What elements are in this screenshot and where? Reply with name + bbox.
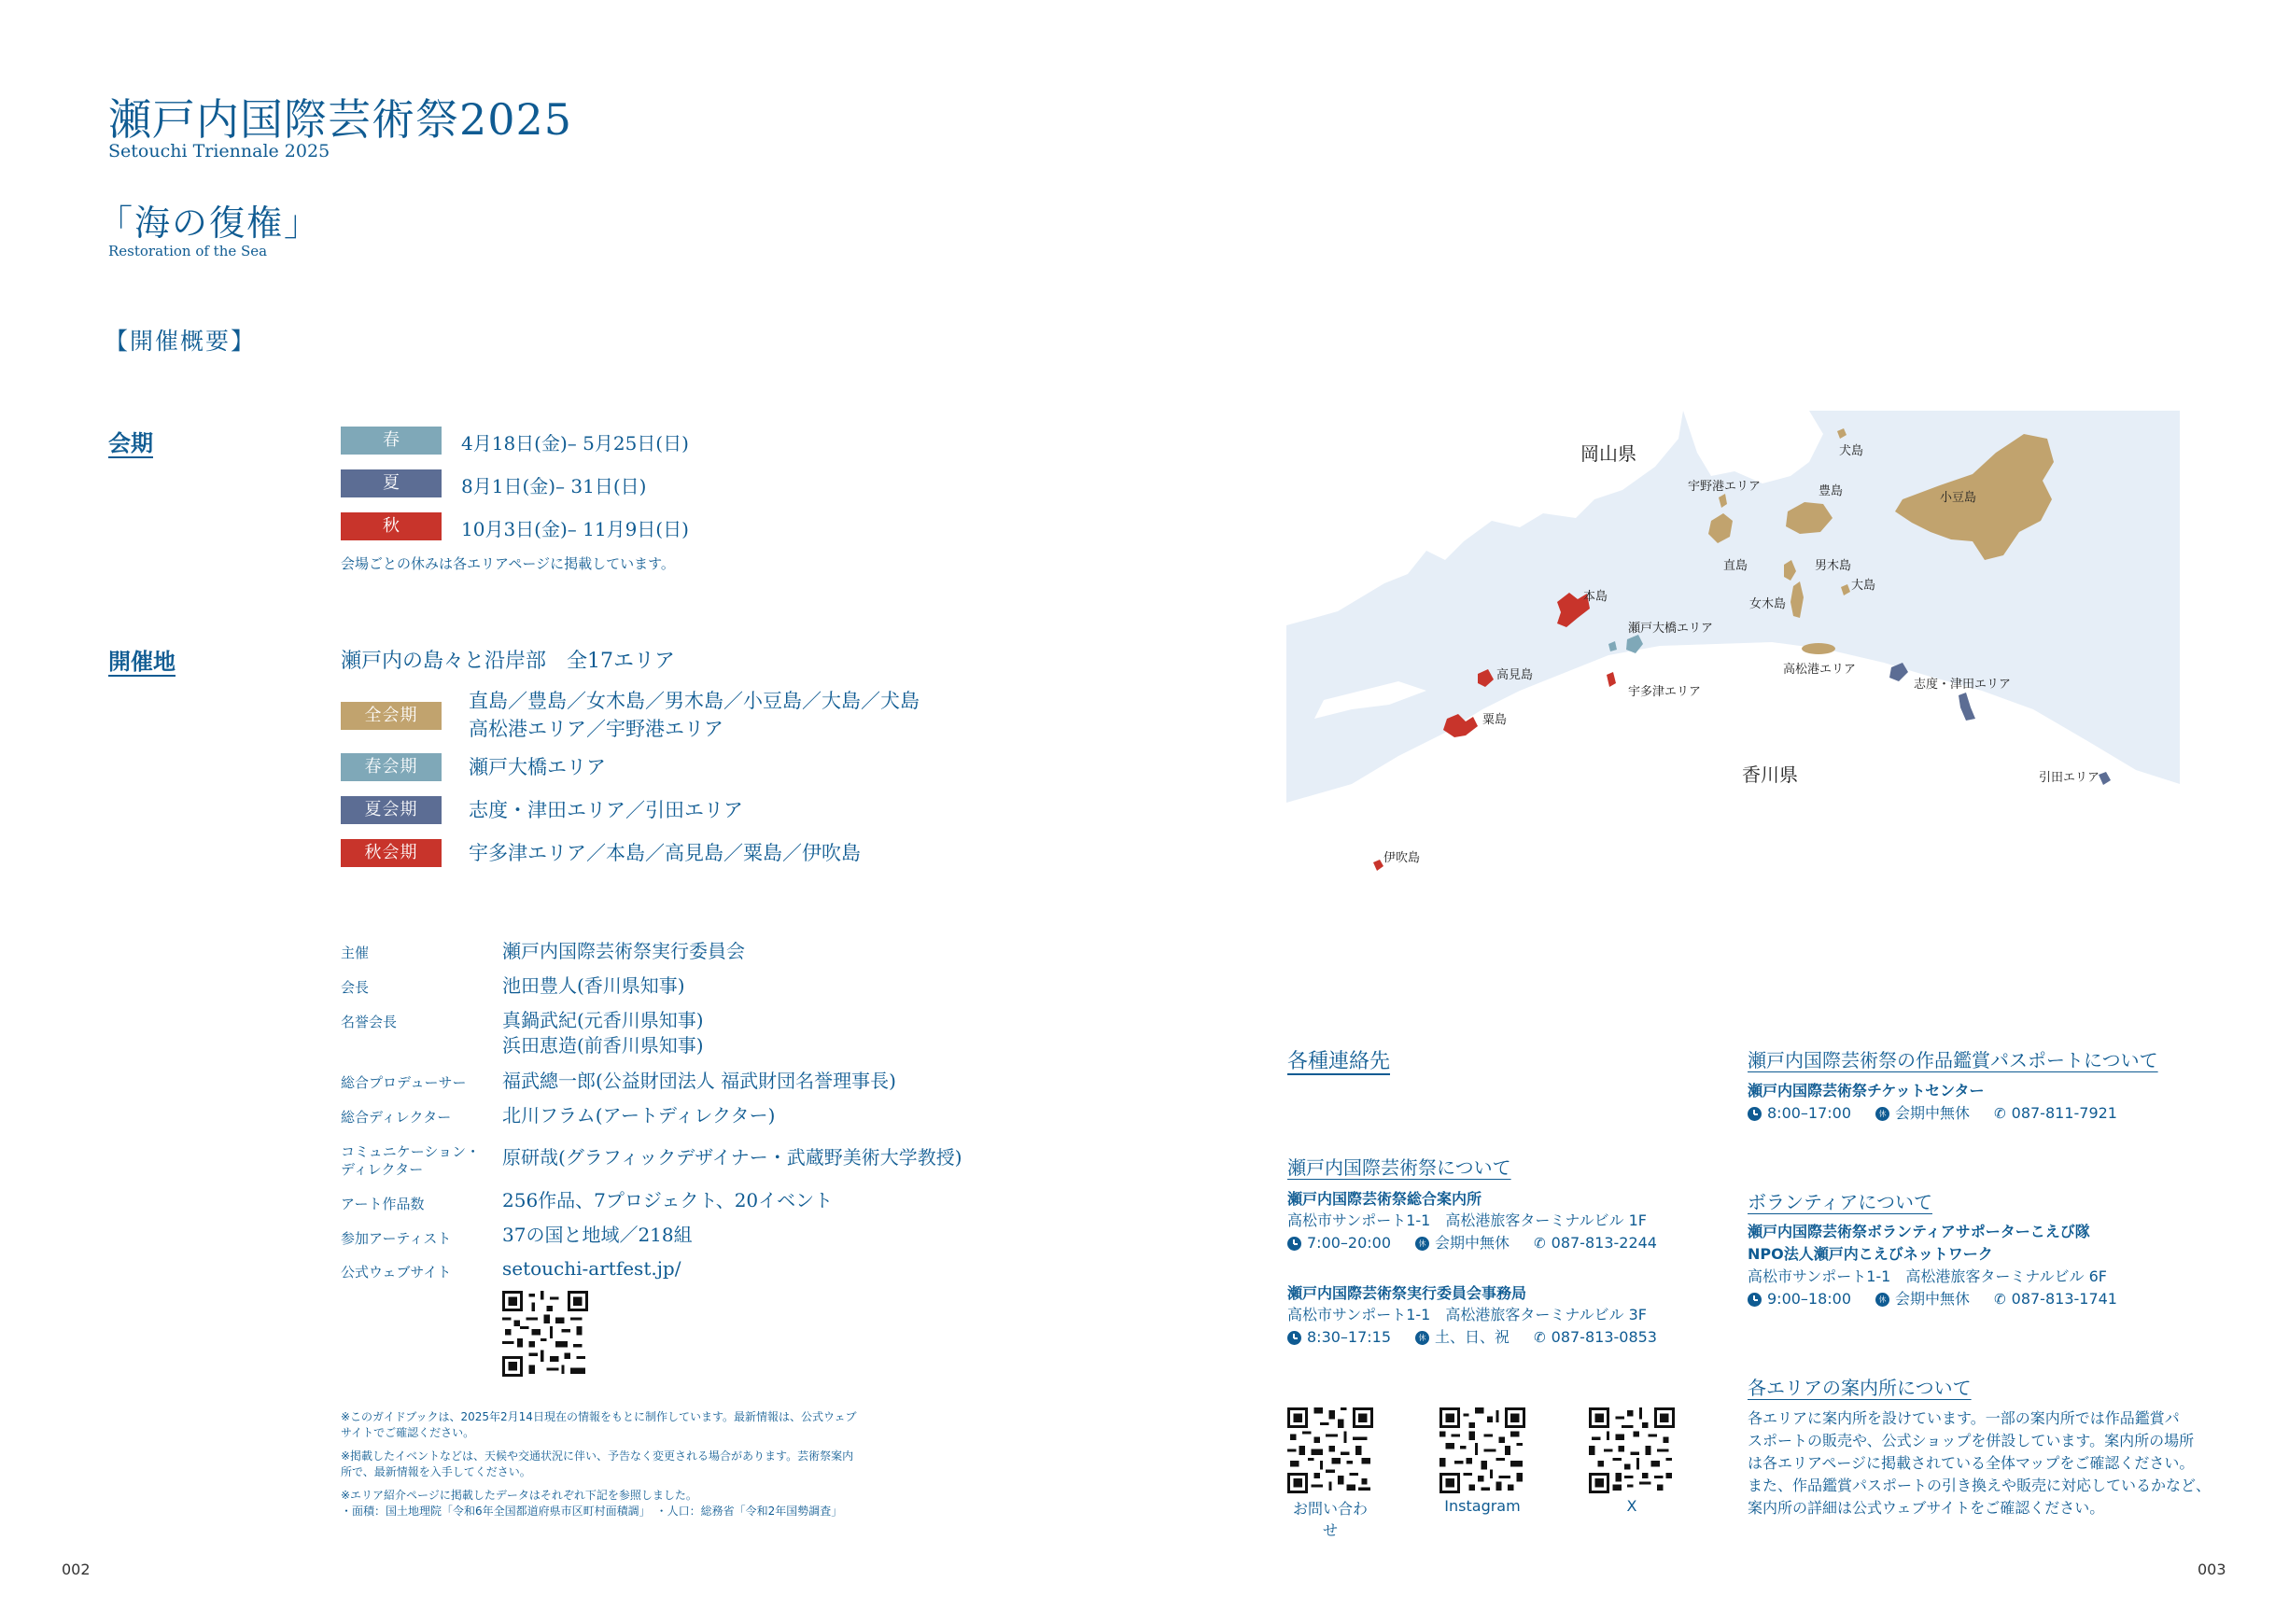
- season-dates-summer: 8月1日(金)– 31日(日): [461, 475, 647, 497]
- area-info-text: 案内所の詳細は公式ウェブサイトをご確認ください。: [1748, 1499, 2105, 1517]
- ticket-hours: 8:00–17:00: [1767, 1104, 1852, 1122]
- office-closed: 会期中無休: [1435, 1234, 1510, 1252]
- map-label: 犬島: [1839, 444, 1864, 458]
- map-label: 直島: [1723, 559, 1748, 573]
- area-info-text: は各エリアページに掲載されている全体マップをご確認ください。: [1748, 1454, 2195, 1472]
- passport-heading: 瀬戸内国際芸術祭の作品鑑賞パスポートについて: [1748, 1049, 2158, 1071]
- website-qr-code[interactable]: [502, 1291, 588, 1380]
- footnote: ※このガイドブックは、2025年2月14日現在の情報をもとに制作しています。最新情報は、公式ウェブ: [341, 1410, 857, 1423]
- contact-qr-code[interactable]: [1287, 1407, 1373, 1497]
- season-dates-spring: 4月18日(金)– 5月25日(日): [461, 432, 689, 455]
- seto-ohashi-area-islet: [1608, 641, 1617, 651]
- season-badge-autumn: 秋: [341, 512, 442, 540]
- map-label: 引田エリア: [2039, 771, 2100, 785]
- festival-contact-heading: 瀬戸内国際芸術祭について: [1287, 1156, 1511, 1179]
- session-heading: 会期: [108, 430, 153, 456]
- office-meta: [1287, 1232, 1657, 1254]
- calendar-icon: [1875, 1293, 1889, 1307]
- clock-icon: [1748, 1293, 1762, 1307]
- page-number-right: 003: [2198, 1561, 2226, 1578]
- info-value: 瀬戸内国際芸術祭実行委員会: [502, 940, 745, 962]
- map-label: 瀬戸大橋エリア: [1628, 622, 1714, 636]
- info-label: 主催: [341, 945, 370, 961]
- qr-label: X: [1626, 1497, 1637, 1515]
- info-value: 256作品、7プロジェクト、20イベント: [502, 1189, 834, 1211]
- venue-badge-autumn: 秋会期: [341, 839, 442, 867]
- info-label: 名誉会長: [341, 1014, 398, 1030]
- info-value: 北川フラム(アートディレクター): [502, 1104, 776, 1127]
- map-label: 本島: [1583, 590, 1608, 604]
- ogijima-island: [1784, 560, 1796, 581]
- season-dates-autumn: 10月3日(金)– 11月9日(日): [461, 518, 689, 540]
- map-label: 小豆島: [1940, 491, 1977, 505]
- office-meta: [1287, 1326, 1657, 1349]
- info-value: 37の国と地域／218組: [502, 1224, 693, 1246]
- venue-areas-summer: 志度・津田エリア／引田エリア: [469, 799, 743, 821]
- page-subtitle: Setouchi Triennale 2025: [108, 141, 330, 161]
- calendar-icon: [1415, 1331, 1429, 1345]
- venue-areas-autumn: 宇多津エリア／本島／高見島／粟島／伊吹島: [469, 842, 861, 864]
- area-info-text: また、作品鑑賞パスポートの引き換えや販売に対応しているかなど、: [1748, 1477, 2212, 1494]
- contacts-heading: 各種連絡先: [1287, 1050, 1391, 1073]
- map-label: 高松港エリア: [1783, 663, 1857, 677]
- map-label: 男木島: [1815, 559, 1852, 573]
- office-hours: 7:00–20:00: [1307, 1234, 1392, 1252]
- season-badge-summer: 夏: [341, 469, 442, 497]
- footnote: ※掲載したイベントなどは、天候や交通状況に伴い、予告なく変更される場合があります。芸術祭案内: [341, 1449, 854, 1463]
- map-label: 女木島: [1749, 597, 1787, 611]
- footnote: サイトでご確認ください。: [341, 1426, 475, 1439]
- ticket-phone[interactable]: 087-811-7921: [2011, 1104, 2117, 1122]
- info-label: 参加アーティスト: [341, 1230, 452, 1247]
- season-badge-spring: 春: [341, 427, 442, 455]
- kagawa-land: [1286, 642, 2180, 889]
- outline-heading: 【開催概要】: [105, 328, 257, 355]
- info-label: 総合プロデューサー: [341, 1074, 467, 1091]
- office-name: 瀬戸内国際芸術祭総合案内所: [1287, 1190, 1482, 1208]
- info-value: 浜田恵造(前香川県知事): [502, 1034, 704, 1057]
- naoshima-island: [1708, 513, 1733, 543]
- teshima-island: [1786, 502, 1833, 534]
- volunteer-phone[interactable]: 087-813-1741: [2011, 1290, 2117, 1308]
- ticket-center-meta: [1748, 1102, 2117, 1125]
- takamijima-island: [1478, 669, 1494, 687]
- info-label: ディレクター: [341, 1161, 424, 1178]
- theme-title: 「海の復権」: [97, 203, 322, 244]
- map-label: 伊吹島: [1383, 851, 1421, 865]
- office-address: 高松市サンポート1-1 高松港旅客ターミナルビル 3F: [1287, 1306, 1648, 1323]
- area-map: [1286, 411, 2180, 889]
- uno-port-area: [1719, 494, 1727, 508]
- info-label: 会長: [341, 979, 370, 996]
- office-closed: 土、日、祝: [1435, 1328, 1510, 1346]
- area-info-text: スポートの販売や、公式ショップを併設しています。案内所の場所: [1748, 1432, 2195, 1449]
- phone-icon: ✆: [1994, 1105, 2006, 1122]
- clock-icon: [1287, 1237, 1301, 1251]
- footnote: ・面積：国土地理院「令和6年全国都道府県市区町村面積調」 ・人口：総務省「令和2年国勢調査」: [341, 1505, 843, 1518]
- volunteer-closed: 会期中無休: [1895, 1290, 1971, 1308]
- venue-badge-spring: 春会期: [341, 753, 442, 781]
- info-value: 原研哉(グラフィックデザイナー・武蔵野美術大学教授): [502, 1146, 962, 1169]
- info-label: コミュニケーション・: [341, 1143, 481, 1160]
- phone-icon: ✆: [1534, 1235, 1546, 1252]
- website-link[interactable]: setouchi-artfest.jp/: [502, 1257, 681, 1280]
- map-label: 粟島: [1482, 713, 1508, 727]
- clock-icon: [1748, 1107, 1762, 1121]
- info-value: 福武總一郎(公益財団法人 福武財団名誉理事長): [502, 1070, 896, 1092]
- footnote: 所で、最新情報を入手してください。: [341, 1465, 531, 1478]
- area-info-text: 各エリアに案内所を設けています。一部の案内所では作品鑑賞パ: [1748, 1409, 2180, 1427]
- volunteer-address: 高松市サンポート1-1 高松港旅客ターミナルビル 6F: [1748, 1267, 2108, 1285]
- volunteer-meta: [1748, 1288, 2117, 1310]
- qr-label: Instagram: [1444, 1497, 1521, 1515]
- office-address: 高松市サンポート1-1 高松港旅客ターミナルビル 1F: [1287, 1211, 1648, 1229]
- venue-badge-summer: 夏会期: [341, 796, 442, 824]
- map-label: 志度・津田エリア: [1914, 678, 2012, 692]
- info-value: 池田豊人(香川県知事): [502, 974, 685, 997]
- instagram-qr-code[interactable]: [1439, 1407, 1525, 1497]
- area-info-heading: 各エリアの案内所について: [1748, 1377, 1972, 1399]
- map-label: 宇野港エリア: [1688, 480, 1762, 494]
- info-value: 真鍋武紀(元香川県知事): [502, 1009, 704, 1031]
- info-label: 公式ウェブサイト: [341, 1264, 452, 1281]
- map-label: 宇多津エリア: [1628, 685, 1702, 699]
- map-label-kagawa: 香川県: [1742, 763, 1798, 786]
- office-hours: 8:30–17:15: [1307, 1328, 1392, 1346]
- phone-icon: ✆: [1994, 1291, 2006, 1308]
- coast-detail: [1314, 681, 1426, 719]
- footnote: ※エリア紹介ページに掲載したデータはそれぞれ下記を参照しました。: [341, 1489, 697, 1502]
- venue-areas-all-2: 高松港エリア／宇野港エリア: [469, 718, 723, 740]
- qr-label: お問い合わせ: [1292, 1500, 1368, 1539]
- volunteer-name: 瀬戸内国際芸術祭ボランティアサポーターこえび隊: [1748, 1223, 2090, 1240]
- ticket-center-name: 瀬戸内国際芸術祭チケットセンター: [1748, 1082, 1985, 1099]
- info-label: アート作品数: [341, 1196, 425, 1212]
- map-label: 豊島: [1819, 484, 1844, 498]
- calendar-icon: [1875, 1107, 1889, 1121]
- office-name: 瀬戸内国際芸術祭実行委員会事務局: [1287, 1284, 1527, 1302]
- venue-summary: 瀬戸内の島々と沿岸部 全17エリア: [341, 650, 675, 673]
- page-number-left: 002: [62, 1561, 91, 1578]
- inujima-island: [1837, 428, 1847, 439]
- ticket-closed: 会期中無休: [1895, 1104, 1971, 1122]
- theme-subtitle: Restoration of the Sea: [108, 243, 268, 259]
- volunteer-hours: 9:00–18:00: [1767, 1290, 1852, 1308]
- x-qr-code[interactable]: [1589, 1407, 1675, 1497]
- venue-areas-all-1: 直島／豊島／女木島／男木島／小豆島／大島／犬島: [469, 690, 920, 712]
- oshima-island: [1841, 584, 1850, 595]
- page-title: 瀬戸内国際芸術祭2025: [108, 94, 573, 145]
- takamatsu-port-area: [1802, 643, 1835, 654]
- phone-icon: ✆: [1534, 1329, 1546, 1346]
- info-label: 総合ディレクター: [341, 1109, 452, 1126]
- office-phone[interactable]: 087-813-2244: [1551, 1234, 1657, 1252]
- megijima-island: [1790, 581, 1804, 618]
- clock-icon: [1287, 1331, 1301, 1345]
- office-phone[interactable]: 087-813-0853: [1551, 1328, 1657, 1346]
- venue-areas-spring: 瀬戸大橋エリア: [469, 756, 606, 778]
- calendar-icon: [1415, 1237, 1429, 1251]
- map-label: 高見島: [1496, 668, 1534, 682]
- map-label: 大島: [1851, 579, 1876, 593]
- volunteer-heading: ボランティアについて: [1748, 1191, 1932, 1213]
- volunteer-org: NPO法人瀬戸内こえびネットワーク: [1748, 1245, 1993, 1263]
- venue-heading: 開催地: [108, 649, 176, 675]
- venue-badge-all: 全会期: [341, 702, 442, 730]
- okayama-land-east: [1683, 411, 1823, 483]
- map-label-okayama: 岡山県: [1580, 442, 1636, 465]
- session-note: 会場ごとの休みは各エリアページに掲載しています。: [341, 555, 675, 572]
